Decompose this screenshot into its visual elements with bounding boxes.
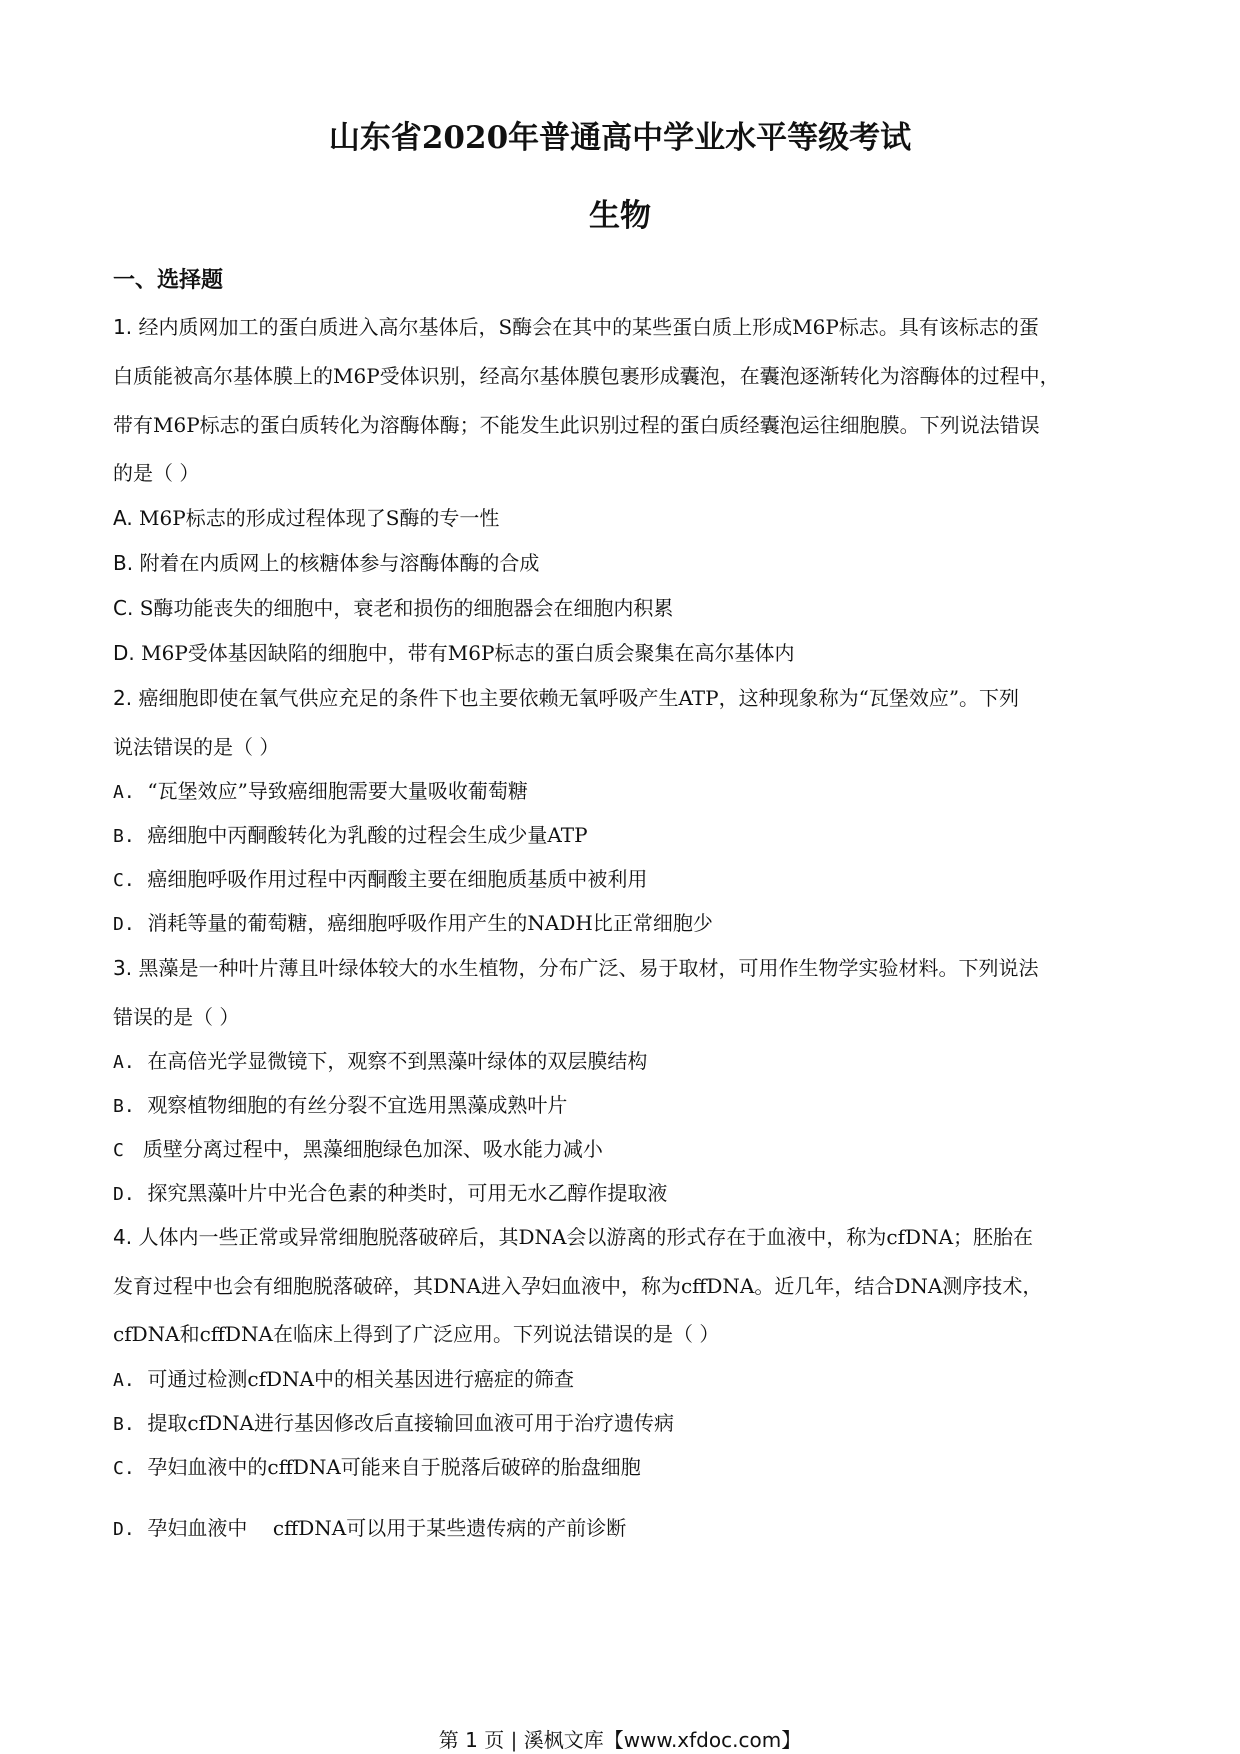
option-letter: B.	[113, 826, 135, 847]
option-letter: B.	[113, 551, 134, 575]
option-text: 可通过检测cfDNA中的相关基因进行癌症的筛查	[147, 1367, 574, 1391]
site-link[interactable]: www.xfdoc.com	[623, 1728, 782, 1752]
option-text: 附着在内质网上的核糖体参与溶酶体酶的合成	[139, 551, 540, 575]
option-letter: D.	[113, 1519, 135, 1540]
bracket-close: 】	[781, 1728, 802, 1752]
question-4-option-c[interactable]	[113, 1453, 641, 1483]
subject-title: 生物	[589, 198, 651, 234]
section-heading: 一、选择题	[113, 267, 224, 293]
page-number: 1	[465, 1728, 478, 1752]
question-2-option-d[interactable]	[113, 909, 713, 939]
option-letter: A.	[113, 1052, 135, 1073]
option-text: 孕妇血液中的cffDNA可能来自于脱落后破碎的胎盘细胞	[147, 1455, 641, 1479]
question-3-option-d[interactable]	[113, 1179, 667, 1209]
question-1-option-a[interactable]	[113, 504, 499, 532]
option-letter: C.	[113, 1458, 135, 1479]
question-4-stem-line-2: 发育过程中也会有细胞脱落破碎，其DNA进入孕妇血液中，称为cffDNA。近几年，结合DNA测序技术，	[113, 1274, 1043, 1298]
option-letter: B.	[113, 1414, 135, 1435]
option-text: 在高倍光学显微镜下，观察不到黑藻叶绿体的双层膜结构	[147, 1049, 648, 1073]
question-2-stem-line-2: 说法错误的是（ ）	[113, 735, 280, 759]
question-1-stem-line-1: 1. 经内质网加工的蛋白质进入高尔基体后，S酶会在其中的某些蛋白质上形成M6P标志。具有该标志的蛋	[113, 315, 1039, 339]
question-2-stem-line-1: 2. 癌细胞即使在氧气供应充足的条件下也主要依赖无氧呼吸产生ATP，这种现象称为“瓦堡效应”。下列	[113, 686, 1020, 710]
question-3-option-b[interactable]	[113, 1091, 567, 1121]
question-2-option-a[interactable]	[113, 777, 528, 807]
option-text: 癌细胞中丙酮酸转化为乳酸的过程会生成少量ATP	[147, 823, 588, 847]
question-number: 1.	[113, 315, 133, 339]
question-1-stem-line-4: 的是（ ）	[113, 461, 200, 485]
option-letter: B.	[113, 1096, 135, 1117]
question-1-stem-line-3: 带有M6P标志的蛋白质转化为溶酶体酶；不能发生此识别过程的蛋白质经囊泡运往细胞膜。下列说法错误	[113, 413, 1040, 437]
option-text: 孕妇血液中 cffDNA可以用于某些遗传病的产前诊断	[147, 1516, 627, 1540]
page-label-suffix: 页 | 溪枫文库【	[484, 1728, 624, 1752]
question-1-stem-line-2: 白质能被高尔基体膜上的M6P受体识别，经高尔基体膜包裹形成囊泡，在囊泡逐渐转化为溶酶体的过程中，	[113, 364, 1060, 388]
question-number: 2.	[113, 686, 133, 710]
option-letter: C.	[113, 870, 135, 891]
question-4-stem-line-3: cfDNA和cffDNA在临床上得到了广泛应用。下列说法错误的是（ ）	[113, 1322, 720, 1346]
option-letter: A.	[113, 782, 135, 803]
option-text: 探究黑藻叶片中光合色素的种类时，可用无水乙醇作提取液	[147, 1181, 668, 1205]
option-letter: C	[113, 1140, 124, 1161]
option-text: M6P标志的形成过程体现了S酶的专一性	[139, 506, 500, 530]
question-3-option-c[interactable]	[113, 1135, 603, 1165]
option-letter: A.	[113, 1370, 135, 1391]
page-label-prefix: 第	[438, 1728, 459, 1752]
option-text: S酶功能丧失的细胞中，衰老和损伤的细胞器会在细胞内积累	[139, 596, 674, 620]
question-1-option-b[interactable]	[113, 549, 539, 577]
question-3-option-a[interactable]	[113, 1047, 647, 1077]
question-4-stem-line-1: 4. 人体内一些正常或异常细胞脱落破碎后，其DNA会以游离的形式存在于血液中，称为cfDNA；胚胎在	[113, 1225, 1034, 1249]
option-letter: D.	[113, 914, 135, 935]
question-3-stem-line-2: 错误的是（ ）	[113, 1005, 240, 1029]
option-text: 提取cfDNA进行基因修改后直接输回血液可用于治疗遗传病	[147, 1411, 674, 1435]
option-letter: D.	[113, 1184, 135, 1205]
question-4-option-d[interactable]	[113, 1514, 626, 1544]
question-number: 4.	[113, 1225, 133, 1249]
option-text: M6P受体基因缺陷的细胞中，带有M6P标志的蛋白质会聚集在高尔基体内	[141, 641, 795, 665]
question-4-option-b[interactable]	[113, 1409, 674, 1439]
question-2-option-c[interactable]	[113, 865, 647, 895]
option-text: 观察植物细胞的有丝分裂不宜选用黑藻成熟叶片	[147, 1093, 568, 1117]
question-4-option-a[interactable]	[113, 1365, 574, 1395]
question-number: 3.	[113, 956, 133, 980]
option-letter: A.	[113, 506, 133, 530]
page-footer	[0, 1727, 1240, 1753]
question-2-option-b[interactable]	[113, 821, 588, 851]
option-text: 质壁分离过程中，黑藻细胞绿色加深、吸水能力减小	[142, 1137, 603, 1161]
question-3-stem-line-1: 3. 黑藻是一种叶片薄且叶绿体较大的水生植物，分布广泛、易于取材，可用作生物学实验材料。下列说法	[113, 956, 1039, 980]
option-text: 癌细胞呼吸作用过程中丙酮酸主要在细胞质基质中被利用	[147, 867, 648, 891]
question-1-option-c[interactable]	[113, 594, 673, 622]
question-1-option-d[interactable]	[113, 639, 794, 667]
option-letter: D.	[113, 641, 135, 665]
option-text: “瓦堡效应”导致癌细胞需要大量吸收葡萄糖	[147, 779, 528, 803]
exam-title: 山东省2020年普通高中学业水平等级考试	[328, 120, 912, 156]
option-text: 消耗等量的葡萄糖，癌细胞呼吸作用产生的NADH比正常细胞少	[147, 911, 713, 935]
option-letter: C.	[113, 596, 134, 620]
